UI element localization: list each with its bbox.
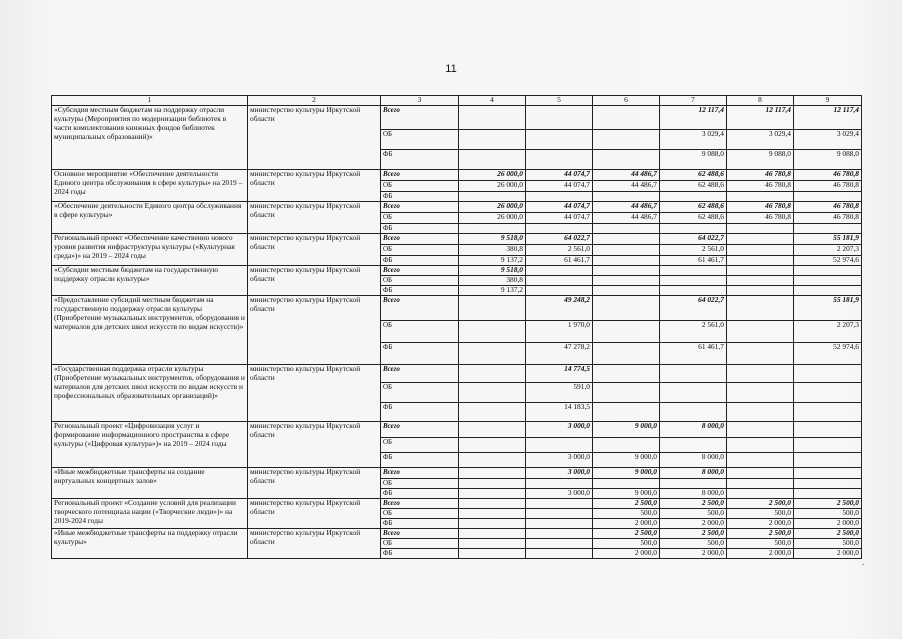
- header-cell: 8: [727, 96, 794, 106]
- amount-cell: 26 000,0: [459, 213, 526, 224]
- amount-cell: [593, 343, 660, 365]
- amount-cell: 2 500,0: [727, 499, 794, 509]
- amount-cell: 44 486,7: [593, 181, 660, 192]
- amount-cell: 26 000,0: [459, 202, 526, 213]
- amount-cell: 2 207,3: [794, 245, 862, 256]
- funding-source-cell: ОБ: [381, 383, 459, 403]
- measure-name-cell: Региональный проект «Цифровизация услуг и формирование информационного пространства в сфере культуры («Цифровая культура»)» на 2019 – 2024 годы: [52, 422, 248, 468]
- amount-cell: 49 248,2: [526, 296, 593, 321]
- funding-source-cell: ФБ: [381, 549, 459, 559]
- measure-name-cell: «Субсидии местным бюджетам на государственную поддержку отрасли культуры»: [52, 266, 248, 296]
- amount-cell: [526, 286, 593, 296]
- amount-cell: [459, 343, 526, 365]
- amount-cell: [660, 266, 727, 276]
- amount-cell: 2 207,3: [794, 321, 862, 343]
- amount-cell: [526, 192, 593, 202]
- amount-cell: 9 088,0: [794, 150, 862, 170]
- amount-cell: 2 000,0: [593, 519, 660, 529]
- amount-cell: 46 780,8: [794, 213, 862, 224]
- amount-cell: 9 000,0: [593, 489, 660, 499]
- amount-cell: 9 137,2: [459, 256, 526, 266]
- funding-source-cell: Всего: [381, 365, 459, 383]
- amount-cell: 2 000,0: [727, 519, 794, 529]
- amount-cell: [794, 453, 862, 468]
- amount-cell: [727, 403, 794, 422]
- amount-cell: [526, 549, 593, 559]
- amount-cell: [459, 529, 526, 539]
- executor-cell: министерство культуры Иркутской области: [248, 266, 381, 296]
- funding-source-cell: ОБ: [381, 539, 459, 549]
- funding-source-cell: Всего: [381, 234, 459, 245]
- page-number: 11: [445, 63, 457, 75]
- table-row: [52, 365, 862, 383]
- header-cell: 2: [248, 96, 381, 106]
- amount-cell: 9 137,2: [459, 286, 526, 296]
- amount-cell: 44 486,7: [593, 202, 660, 213]
- amount-cell: [593, 286, 660, 296]
- amount-cell: [660, 479, 727, 489]
- amount-cell: 3 029,4: [660, 130, 727, 150]
- amount-cell: 62 488,6: [660, 170, 727, 181]
- amount-cell: [660, 438, 727, 453]
- amount-cell: [660, 365, 727, 383]
- amount-cell: 9 088,0: [660, 150, 727, 170]
- funding-source-cell: ФБ: [381, 489, 459, 499]
- executor-cell: министерство культуры Иркутской области: [248, 170, 381, 202]
- funding-source-cell: ФБ: [381, 192, 459, 202]
- table-row: [52, 266, 862, 276]
- amount-cell: [593, 245, 660, 256]
- executor-cell: министерство культуры Иркутской области: [248, 422, 381, 468]
- header-cell: 9: [794, 96, 862, 106]
- amount-cell: 500,0: [593, 539, 660, 549]
- amount-cell: 8 000,0: [660, 422, 727, 438]
- amount-cell: [794, 422, 862, 438]
- amount-cell: [727, 365, 794, 383]
- funding-source-cell: Всего: [381, 422, 459, 438]
- amount-cell: 3 000,0: [526, 489, 593, 499]
- amount-cell: 55 181,9: [794, 296, 862, 321]
- amount-cell: 500,0: [794, 509, 862, 519]
- amount-cell: [459, 130, 526, 150]
- table-row: [52, 499, 862, 509]
- amount-cell: [727, 479, 794, 489]
- measure-name-cell: «Предоставление субсидий местным бюджетам на государственную поддержку отрасли культуры (Приобретение музыкальных инструментов, оборудования и материалов для детских школ искусств по видам искусств)»: [52, 296, 248, 365]
- amount-cell: 61 461,7: [660, 343, 727, 365]
- table-row: [52, 202, 862, 213]
- amount-cell: 1 970,0: [526, 321, 593, 343]
- trailing-mark: .: [862, 558, 864, 567]
- header-cell: 6: [593, 96, 660, 106]
- table-row: [52, 468, 862, 479]
- amount-cell: [526, 438, 593, 453]
- amount-cell: 44 074,7: [526, 181, 593, 192]
- amount-cell: [794, 479, 862, 489]
- amount-cell: 9 088,0: [727, 150, 794, 170]
- amount-cell: 500,0: [660, 509, 727, 519]
- header-cell: 5: [526, 96, 593, 106]
- amount-cell: 9 518,0: [459, 234, 526, 245]
- amount-cell: 3 000,0: [526, 453, 593, 468]
- amount-cell: [727, 266, 794, 276]
- amount-cell: [526, 130, 593, 150]
- amount-cell: 380,8: [459, 276, 526, 286]
- amount-cell: 2 000,0: [660, 519, 727, 529]
- amount-cell: [593, 150, 660, 170]
- header-row: [52, 96, 862, 106]
- amount-cell: 380,8: [459, 245, 526, 256]
- amount-cell: 12 117,4: [794, 106, 862, 130]
- header-cell: 4: [459, 96, 526, 106]
- amount-cell: [526, 479, 593, 489]
- amount-cell: 2 561,0: [660, 321, 727, 343]
- amount-cell: 500,0: [727, 509, 794, 519]
- amount-cell: 2 000,0: [660, 549, 727, 559]
- amount-cell: 14 183,5: [526, 403, 593, 422]
- amount-cell: [660, 276, 727, 286]
- amount-cell: 14 774,5: [526, 365, 593, 383]
- amount-cell: 500,0: [727, 539, 794, 549]
- amount-cell: [727, 383, 794, 403]
- amount-cell: 46 780,8: [727, 181, 794, 192]
- executor-cell: министерство культуры Иркутской области: [248, 468, 381, 499]
- funding-source-cell: Всего: [381, 170, 459, 181]
- amount-cell: 62 488,6: [660, 213, 727, 224]
- amount-cell: 44 074,7: [526, 170, 593, 181]
- amount-cell: [593, 234, 660, 245]
- amount-cell: 46 780,8: [727, 213, 794, 224]
- amount-cell: 64 022,7: [660, 296, 727, 321]
- amount-cell: 44 074,7: [526, 213, 593, 224]
- amount-cell: 8 000,0: [660, 453, 727, 468]
- amount-cell: [526, 509, 593, 519]
- funding-source-cell: Всего: [381, 106, 459, 130]
- funding-source-cell: ФБ: [381, 224, 459, 234]
- budget-table: [51, 95, 862, 559]
- funding-source-cell: Всего: [381, 296, 459, 321]
- amount-cell: [526, 150, 593, 170]
- amount-cell: [526, 539, 593, 549]
- amount-cell: [593, 224, 660, 234]
- amount-cell: [794, 383, 862, 403]
- amount-cell: 500,0: [593, 509, 660, 519]
- amount-cell: [794, 224, 862, 234]
- funding-source-cell: ФБ: [381, 256, 459, 266]
- amount-cell: 2 000,0: [794, 519, 862, 529]
- amount-cell: [459, 422, 526, 438]
- amount-cell: 2 561,0: [526, 245, 593, 256]
- amount-cell: 2 561,0: [660, 245, 727, 256]
- amount-cell: [459, 539, 526, 549]
- amount-cell: 44 486,7: [593, 213, 660, 224]
- amount-cell: 55 181,9: [794, 234, 862, 245]
- funding-source-cell: Всего: [381, 468, 459, 479]
- amount-cell: [459, 468, 526, 479]
- amount-cell: 47 278,2: [526, 343, 593, 365]
- amount-cell: [794, 365, 862, 383]
- header-cell: 1: [52, 96, 248, 106]
- amount-cell: 3 029,4: [727, 130, 794, 150]
- amount-cell: [459, 192, 526, 202]
- amount-cell: [459, 499, 526, 509]
- amount-cell: 2 500,0: [794, 529, 862, 539]
- amount-cell: [727, 286, 794, 296]
- amount-cell: [727, 296, 794, 321]
- amount-cell: [660, 192, 727, 202]
- amount-cell: [459, 489, 526, 499]
- amount-cell: 9 000,0: [593, 422, 660, 438]
- table-row: [52, 170, 862, 181]
- amount-cell: 500,0: [660, 539, 727, 549]
- amount-cell: 26 000,0: [459, 170, 526, 181]
- amount-cell: [727, 276, 794, 286]
- amount-cell: [727, 256, 794, 266]
- amount-cell: [459, 383, 526, 403]
- amount-cell: [794, 489, 862, 499]
- amount-cell: [526, 519, 593, 529]
- executor-cell: министерство культуры Иркутской области: [248, 365, 381, 422]
- amount-cell: 2 000,0: [794, 549, 862, 559]
- amount-cell: 2 000,0: [727, 549, 794, 559]
- amount-cell: [593, 256, 660, 266]
- amount-cell: 3 000,0: [526, 422, 593, 438]
- amount-cell: [593, 321, 660, 343]
- amount-cell: 61 461,7: [526, 256, 593, 266]
- amount-cell: [593, 403, 660, 422]
- amount-cell: 2 500,0: [660, 499, 727, 509]
- amount-cell: [459, 365, 526, 383]
- amount-cell: 2 500,0: [794, 499, 862, 509]
- amount-cell: 26 000,0: [459, 181, 526, 192]
- funding-source-cell: ОБ: [381, 245, 459, 256]
- executor-cell: министерство культуры Иркутской области: [248, 296, 381, 365]
- funding-source-cell: Всего: [381, 499, 459, 509]
- amount-cell: 46 780,8: [794, 202, 862, 213]
- funding-source-cell: Всего: [381, 529, 459, 539]
- amount-cell: [459, 479, 526, 489]
- amount-cell: 62 488,6: [660, 202, 727, 213]
- amount-cell: [660, 383, 727, 403]
- funding-source-cell: ФБ: [381, 453, 459, 468]
- amount-cell: 61 461,7: [660, 256, 727, 266]
- executor-cell: министерство культуры Иркутской области: [248, 499, 381, 529]
- amount-cell: [727, 422, 794, 438]
- funding-source-cell: Всего: [381, 266, 459, 276]
- amount-cell: 46 780,8: [794, 181, 862, 192]
- amount-cell: [593, 266, 660, 276]
- measure-name-cell: Региональный проект «Обеспечение качественно нового уровня развития инфраструктуры культуры («Культурная среда»)» на 2019 – 2024 годы: [52, 234, 248, 266]
- measure-name-cell: «Государственная поддержка отрасли культуры (Приобретение музыкальных инструментов, оборудования и материалов для детских школ искусств по видам искусств и профессиональных образовательных организаций)»: [52, 365, 248, 422]
- funding-source-cell: ОБ: [381, 181, 459, 192]
- amount-cell: 44 486,7: [593, 170, 660, 181]
- amount-cell: 46 780,8: [794, 170, 862, 181]
- amount-cell: 9 000,0: [593, 468, 660, 479]
- amount-cell: [593, 106, 660, 130]
- amount-cell: 500,0: [794, 539, 862, 549]
- amount-cell: 2 500,0: [593, 529, 660, 539]
- table-row: [52, 234, 862, 245]
- measure-name-cell: «Обеспечение деятельности Единого центра обслуживания в сфере культуры»: [52, 202, 248, 234]
- amount-cell: [794, 276, 862, 286]
- amount-cell: [727, 453, 794, 468]
- amount-cell: [526, 276, 593, 286]
- amount-cell: [459, 403, 526, 422]
- measure-name-cell: «Субсидия местным бюджетам на поддержку отрасли культуры (Мероприятия по модернизации библиотек в части комплектования книжных фондов библиотек муниципальных образований)»: [52, 106, 248, 170]
- amount-cell: [660, 286, 727, 296]
- amount-cell: [593, 365, 660, 383]
- amount-cell: [459, 321, 526, 343]
- amount-cell: [593, 192, 660, 202]
- amount-cell: [727, 321, 794, 343]
- amount-cell: [526, 529, 593, 539]
- funding-source-cell: ОБ: [381, 213, 459, 224]
- amount-cell: 8 000,0: [660, 468, 727, 479]
- table-row: [52, 529, 862, 539]
- amount-cell: 64 022,7: [660, 234, 727, 245]
- amount-cell: 9 000,0: [593, 453, 660, 468]
- amount-cell: 3 029,4: [794, 130, 862, 150]
- amount-cell: [727, 468, 794, 479]
- amount-cell: [794, 286, 862, 296]
- amount-cell: 3 000,0: [526, 468, 593, 479]
- amount-cell: [727, 489, 794, 499]
- amount-cell: 12 117,4: [727, 106, 794, 130]
- amount-cell: 12 117,4: [660, 106, 727, 130]
- amount-cell: [727, 234, 794, 245]
- amount-cell: [794, 468, 862, 479]
- amount-cell: 2 500,0: [727, 529, 794, 539]
- amount-cell: [526, 499, 593, 509]
- amount-cell: [593, 438, 660, 453]
- amount-cell: [526, 266, 593, 276]
- amount-cell: [593, 479, 660, 489]
- amount-cell: [593, 383, 660, 403]
- table-row: [52, 106, 862, 130]
- amount-cell: [593, 276, 660, 286]
- funding-source-cell: ОБ: [381, 130, 459, 150]
- amount-cell: 2 500,0: [660, 529, 727, 539]
- amount-cell: [459, 296, 526, 321]
- measure-name-cell: Основное мероприятие «Обеспечение деятельности Единого центра обслуживания в сфере культуры» на 2019 – 2024 годы: [52, 170, 248, 202]
- amount-cell: [526, 224, 593, 234]
- executor-cell: министерство культуры Иркутской области: [248, 202, 381, 234]
- amount-cell: 8 000,0: [660, 489, 727, 499]
- funding-source-cell: ОБ: [381, 509, 459, 519]
- funding-source-cell: ОБ: [381, 321, 459, 343]
- amount-cell: 2 000,0: [593, 549, 660, 559]
- amount-cell: [727, 224, 794, 234]
- header-cell: 7: [660, 96, 727, 106]
- amount-cell: [593, 296, 660, 321]
- table-row: [52, 422, 862, 438]
- executor-cell: министерство культуры Иркутской области: [248, 106, 381, 170]
- amount-cell: 9 518,0: [459, 266, 526, 276]
- amount-cell: [794, 403, 862, 422]
- funding-source-cell: ФБ: [381, 150, 459, 170]
- funding-source-cell: ФБ: [381, 519, 459, 529]
- funding-source-cell: Всего: [381, 202, 459, 213]
- amount-cell: 2 500,0: [593, 499, 660, 509]
- executor-cell: министерство культуры Иркутской области: [248, 234, 381, 266]
- amount-cell: [526, 106, 593, 130]
- amount-cell: 46 780,8: [727, 202, 794, 213]
- measure-name-cell: «Иные межбюджетные трансферты на поддержку отрасли культуры»: [52, 529, 248, 559]
- amount-cell: 52 974,6: [794, 343, 862, 365]
- amount-cell: 46 780,8: [727, 170, 794, 181]
- amount-cell: [459, 453, 526, 468]
- amount-cell: [459, 106, 526, 130]
- amount-cell: 52 974,6: [794, 256, 862, 266]
- amount-cell: 62 488,6: [660, 181, 727, 192]
- amount-cell: [459, 509, 526, 519]
- amount-cell: [660, 224, 727, 234]
- funding-source-cell: ФБ: [381, 403, 459, 422]
- measure-name-cell: Региональный проект «Создание условий для реализации творческого потенциала нации («Творческие люди»)» на 2019-2024 годы: [52, 499, 248, 529]
- funding-source-cell: ОБ: [381, 479, 459, 489]
- budget-table-body: [52, 96, 862, 559]
- funding-source-cell: ОБ: [381, 438, 459, 453]
- header-cell: 3: [381, 96, 459, 106]
- funding-source-cell: ОБ: [381, 276, 459, 286]
- amount-cell: [727, 438, 794, 453]
- amount-cell: [459, 549, 526, 559]
- amount-cell: 591,0: [526, 383, 593, 403]
- amount-cell: [459, 519, 526, 529]
- amount-cell: [794, 266, 862, 276]
- table-row: [52, 296, 862, 321]
- amount-cell: [459, 224, 526, 234]
- amount-cell: [727, 245, 794, 256]
- amount-cell: [727, 192, 794, 202]
- amount-cell: [593, 130, 660, 150]
- measure-name-cell: «Иные межбюджетные трансферты на создание виртуальных концертных залов»: [52, 468, 248, 499]
- amount-cell: [459, 438, 526, 453]
- funding-source-cell: ФБ: [381, 343, 459, 365]
- amount-cell: 64 022,7: [526, 234, 593, 245]
- amount-cell: [459, 150, 526, 170]
- amount-cell: [660, 403, 727, 422]
- funding-source-cell: ФБ: [381, 286, 459, 296]
- amount-cell: [794, 192, 862, 202]
- amount-cell: [794, 438, 862, 453]
- amount-cell: [727, 343, 794, 365]
- executor-cell: министерство культуры Иркутской области: [248, 529, 381, 559]
- amount-cell: 44 074,7: [526, 202, 593, 213]
